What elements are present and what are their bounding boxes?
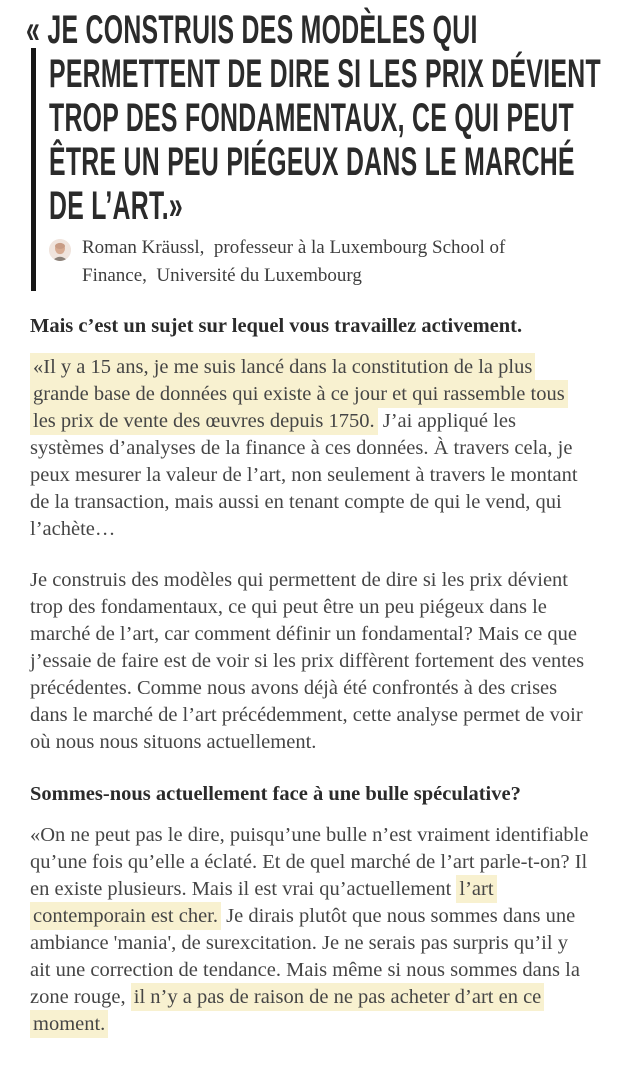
paragraph-3-part-2: Je dirais plutôt que nous sommes dans une ambiance 'mania', de surexcitation. Je ne serais pas surpris qu’il y ait une correction de tendance. Mais même si nous sommes dans la zone rouge, [30, 905, 580, 1008]
quote-attribution [0, 234, 623, 290]
highlighted-text-art-contemporain-cher: l’art contemporain est cher. [30, 875, 497, 930]
paragraph-2: Je construis des modèles qui permettent de dire si les prix dévient trop des fondamentaux, ce qui peut être un peu piégeux dans le marché de l’art, car comment définir un fondamental? Mais ce que j’essaie de faire est de voir si les prix diffèrent fortement des ventes précédentes. Comme nous avons déjà été confrontés à des crises dans le marché de l’art précédemment, cette analyse permet de voir où nous nous situons actuellement. [30, 569, 585, 753]
pull-quote-section [0, 8, 623, 290]
highlighted-text-database-1750: «Il y a 15 ans, je me suis lancé dans la constitution de la plus grande base de données qui existe à ce jour et qui rassemble tous les prix de vente des œuvres depuis 1750. [30, 353, 568, 435]
paragraph-1-rest: J’ai appliqué les systèmes d’analyses de la finance à ces données. À travers cela, je peux mesurer la valeur de l’art, non seulement à travers le montant de la transaction, mais aussi en tenant compte de qui le vend, qui l’achète… [30, 410, 578, 540]
author-avatar [49, 239, 71, 261]
paragraph-3 [30, 822, 590, 1038]
interview-question-2: Sommes-nous actuellement face à une bulle spéculative? [30, 783, 521, 805]
paragraph-3-part-1: «On ne peut pas le dire, puisqu’une bulle n’est vraiment identifiable qu’une fois qu’elle a éclaté. Et de quel marché de l’art parle-t-on? Il en existe plusieurs. Mais il est vrai qu’actuellement [30, 824, 589, 900]
highlighted-text-acheter-art: il n’y a pas de raison de ne pas acheter d’art en ce moment. [30, 983, 544, 1038]
interview-question-1: Mais c’est un sujet sur lequel vous travaillez activement. [30, 315, 523, 337]
author-attribution-text: Roman Kräussl, professeur à la Luxembourg School of Finance, Université du Luxembourg [82, 237, 511, 286]
article-body [0, 312, 623, 1038]
paragraph-1 [30, 354, 590, 543]
author-avatar-image [49, 239, 71, 261]
pull-quote-text: « JE CONSTRUIS DES MODÈLES QUI PERMETTENT DE DIRE SI LES PRIX DÉVIENT TROP DES FONDAMENTAUX, CE QUI PEUT ÊTRE UN PEU PIÉGEUX DANS LE MARCHÉ DE L’ART.» [26, 8, 601, 228]
